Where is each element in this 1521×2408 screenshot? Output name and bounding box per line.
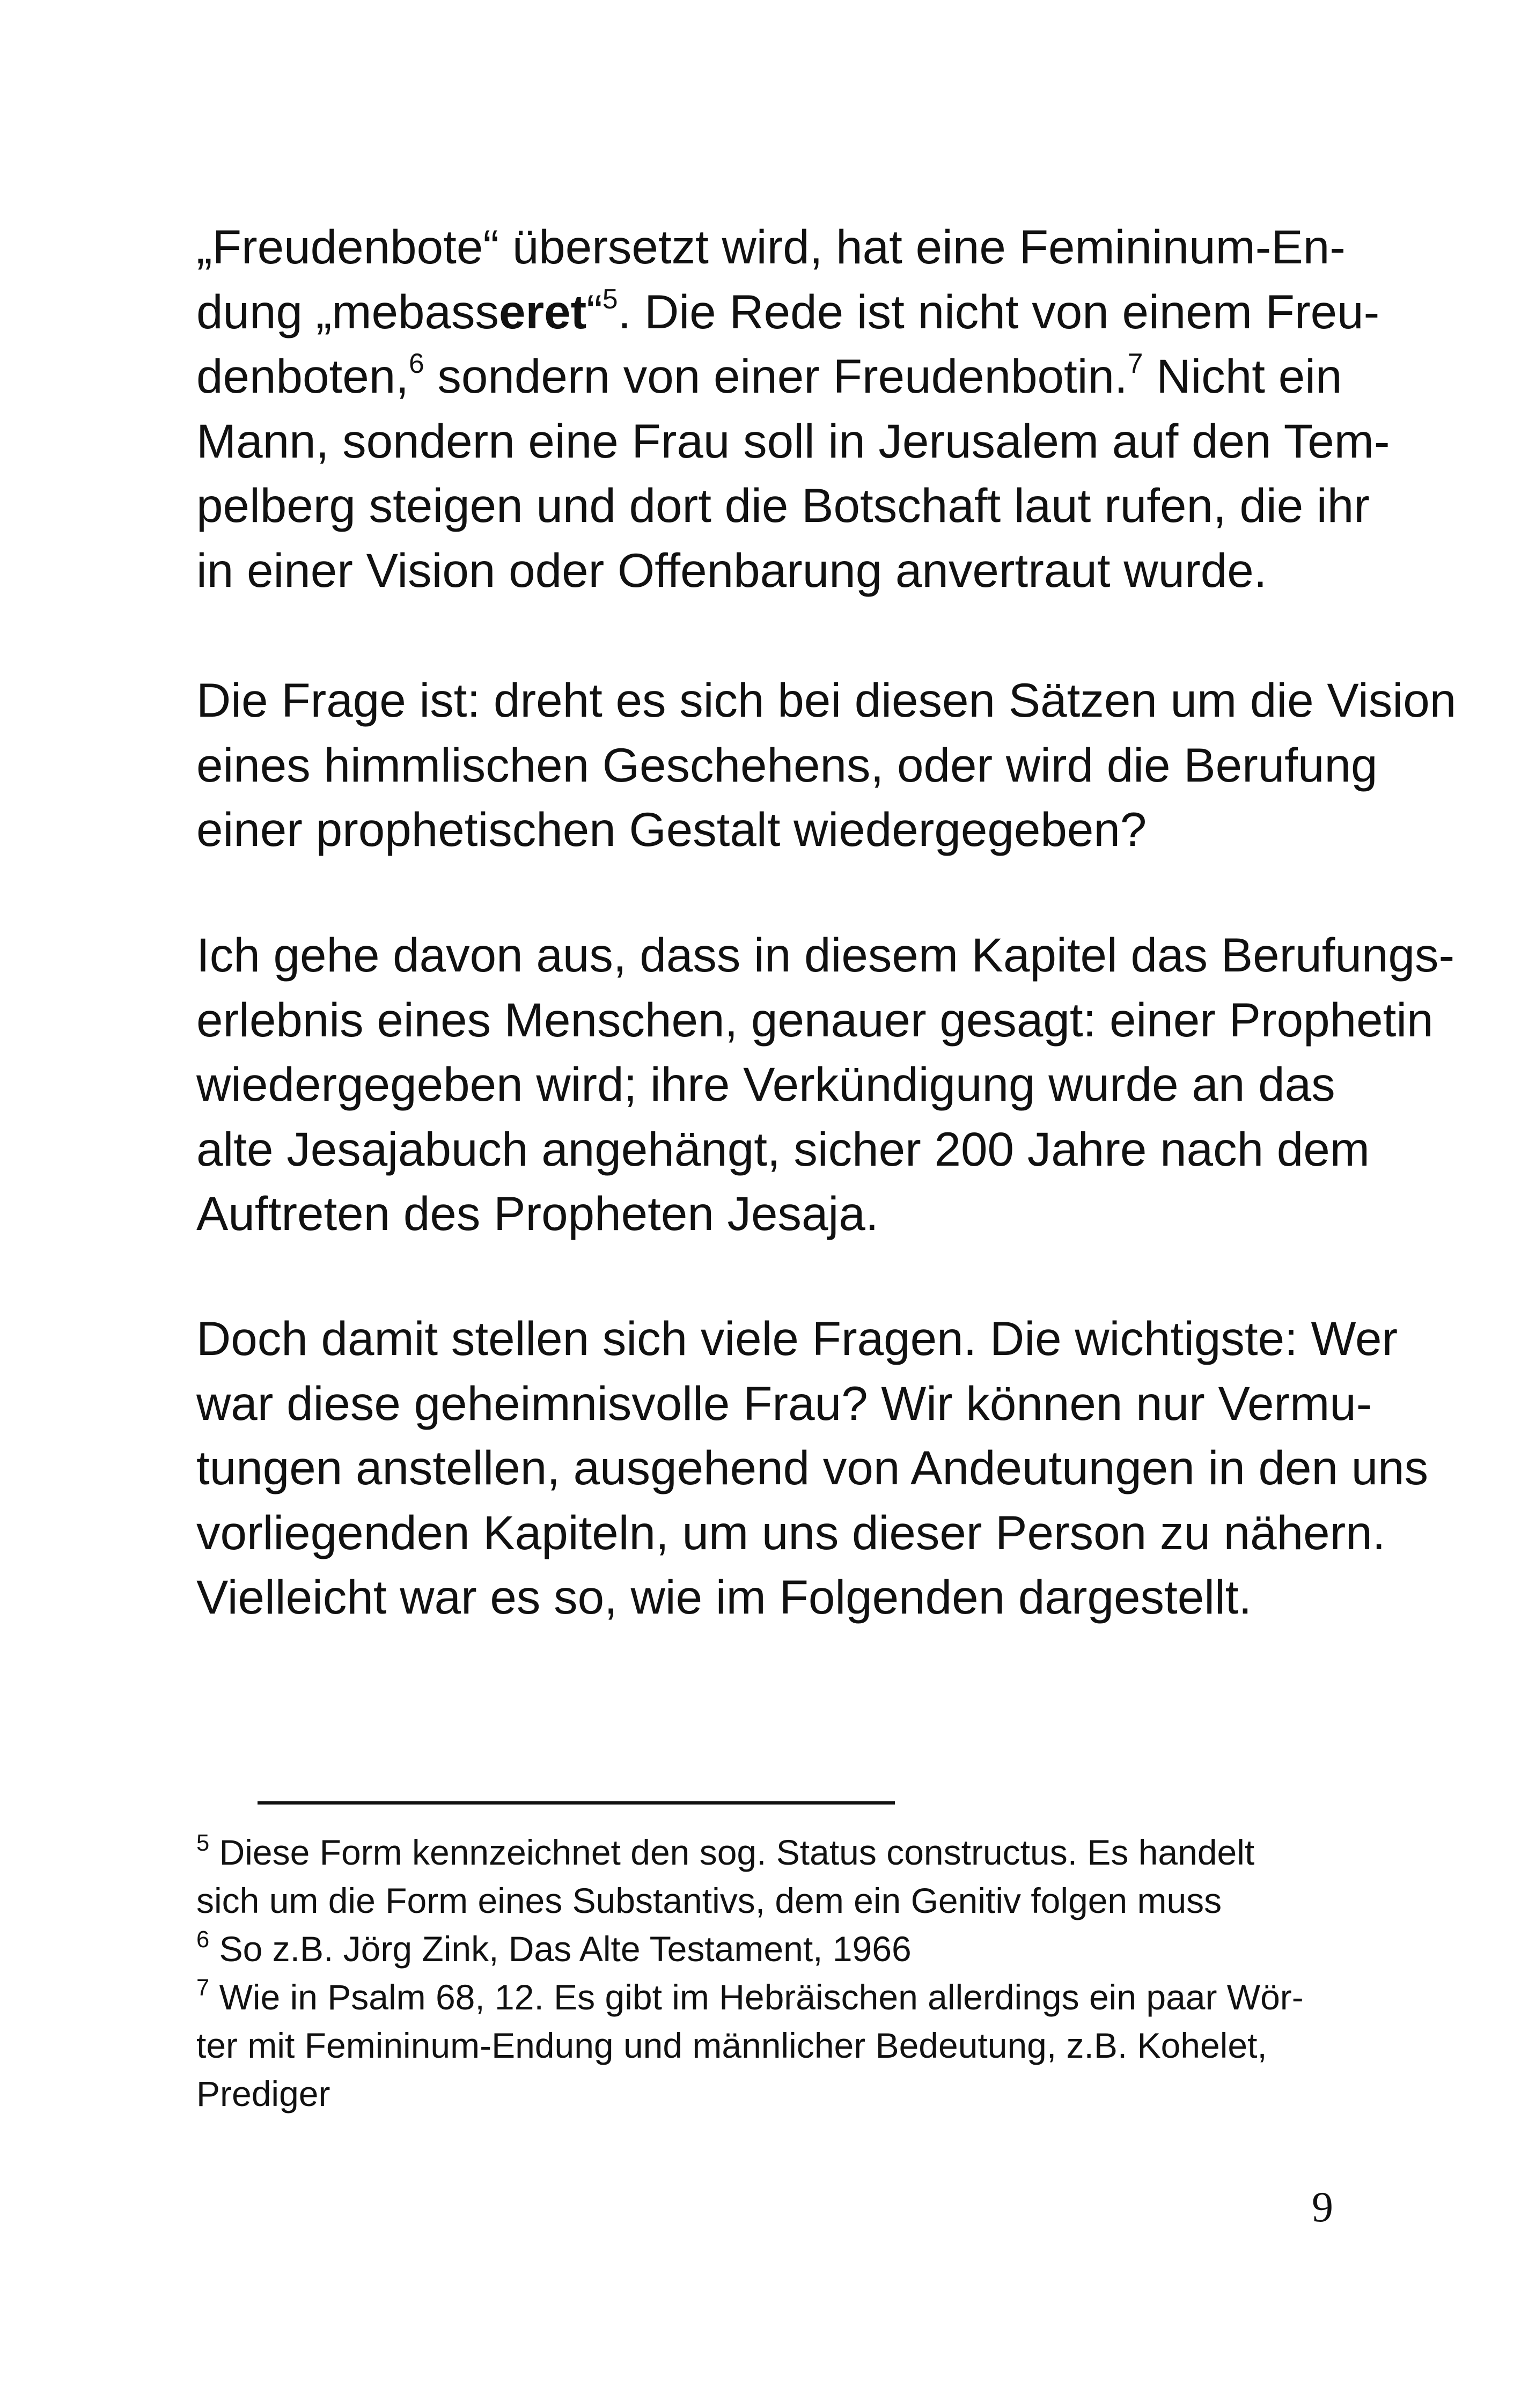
text-run: alte Jesajabuch angehängt, sicher 200 Jahre nach dem	[196, 1122, 1370, 1176]
text-run: pelberg steigen und dort die Botschaft laut rufen, die ihr	[196, 478, 1370, 532]
footnote-line	[196, 2070, 1332, 2118]
paragraph-4	[196, 1306, 1429, 1630]
text-line	[196, 1371, 1372, 1436]
text-run: Ich gehe davon aus, dass in diesem Kapitel das Berufungs-	[196, 928, 1455, 982]
footnote-separator	[258, 1801, 895, 1805]
footnote-line	[196, 1828, 1332, 1876]
paragraph-1	[196, 215, 1390, 602]
text-line	[196, 538, 1332, 603]
text-line	[196, 1500, 1386, 1565]
text-run: . Die Rede ist nicht von einem Freu-	[618, 284, 1380, 338]
text-line	[196, 344, 1342, 409]
text-line	[196, 668, 1457, 733]
text-run: sondern von einer Freudenbotin.	[424, 349, 1128, 403]
text-line	[196, 473, 1370, 538]
text-line	[196, 1117, 1370, 1182]
text-run: in einer Vision oder Offenbarung anvertraut wurde.	[196, 543, 1267, 597]
footnote-text: Wie in Psalm 68, 12. Es gibt im Hebräischen allerdings ein paar Wör-	[219, 1977, 1304, 2017]
footnote-line	[196, 1876, 1332, 1925]
text-run: erlebnis eines Menschen, genauer gesagt: einer Prophetin	[196, 992, 1434, 1047]
text-line	[196, 279, 1380, 344]
text-line	[196, 1565, 1332, 1630]
text-run: war diese geheimnisvolle Frau? Wir können nur Vermu-	[196, 1376, 1372, 1430]
text-line	[196, 923, 1455, 988]
text-line	[196, 733, 1378, 798]
text-line	[196, 988, 1434, 1052]
footnote-text: So z.B. Jörg Zink, Das Alte Testament, 1966	[219, 1929, 912, 1969]
page-number: 9	[1312, 2184, 1333, 2231]
text-run: Auftreten des Propheten Jesaja.	[196, 1187, 879, 1240]
text-run: Vielleicht war es so, wie im Folgenden dargestellt.	[196, 1570, 1252, 1624]
text-line	[196, 797, 1332, 862]
footnote-number: 5	[196, 1830, 210, 1856]
footnote-line	[196, 1973, 1332, 2021]
text-run: “	[586, 284, 602, 338]
footnote-reference: 6	[408, 347, 424, 379]
text-run: denboten,	[196, 349, 409, 403]
text-run: Mann, sondern eine Frau soll in Jerusalem auf den Tem-	[196, 414, 1390, 468]
paragraph-3	[196, 923, 1455, 1246]
text-line	[196, 409, 1390, 474]
text-run: Die Frage ist: dreht es sich bei diesen Sätzen um die Vision	[196, 673, 1457, 727]
footnote-reference: 5	[602, 283, 618, 314]
footnote-text: sich um die Form eines Substantivs, dem ein Genitiv folgen muss	[196, 1881, 1222, 1920]
text-run: tungen anstellen, ausgehend von Andeutungen in den uns	[196, 1441, 1429, 1494]
text-run: „Freudenbote“ übersetzt wird, hat eine Femininum-En-	[196, 220, 1346, 274]
text-run: Nicht ein	[1143, 349, 1342, 403]
text-line	[196, 215, 1346, 279]
footnote-line	[196, 2021, 1332, 2070]
text-run: wiedergegeben wird; ihre Verkündigung wurde an das	[196, 1057, 1335, 1111]
text-run: Doch damit stellen sich viele Fragen. Die wichtigste: Wer	[196, 1312, 1398, 1365]
text-line	[196, 1181, 1332, 1246]
footnote-text: Prediger	[196, 2074, 330, 2114]
footnote-text: ter mit Femininum-Endung und männlicher Bedeutung, z.B. Kohelet,	[196, 2026, 1267, 2065]
text-line	[196, 1052, 1335, 1117]
footnote-text: Diese Form kennzeichnet den sog. Status constructus. Es handelt	[219, 1832, 1255, 1872]
text-run: eines himmlischen Geschehens, oder wird die Berufung	[196, 738, 1378, 792]
footnote-number: 6	[196, 1926, 210, 1953]
footnotes	[196, 1828, 1332, 2118]
footnote-number: 7	[196, 1975, 210, 2001]
text-line	[196, 1435, 1429, 1500]
text-line	[196, 1306, 1398, 1371]
footnote-line	[196, 1925, 1332, 1973]
text-run: vorliegenden Kapiteln, um uns dieser Person zu nähern.	[196, 1505, 1386, 1559]
text-run: dung „mebass	[196, 284, 499, 338]
bold-text: eret	[499, 284, 587, 338]
text-run: einer prophetischen Gestalt wiedergegeben?	[196, 802, 1147, 856]
paragraph-2	[196, 668, 1457, 862]
footnote-reference: 7	[1127, 347, 1143, 379]
